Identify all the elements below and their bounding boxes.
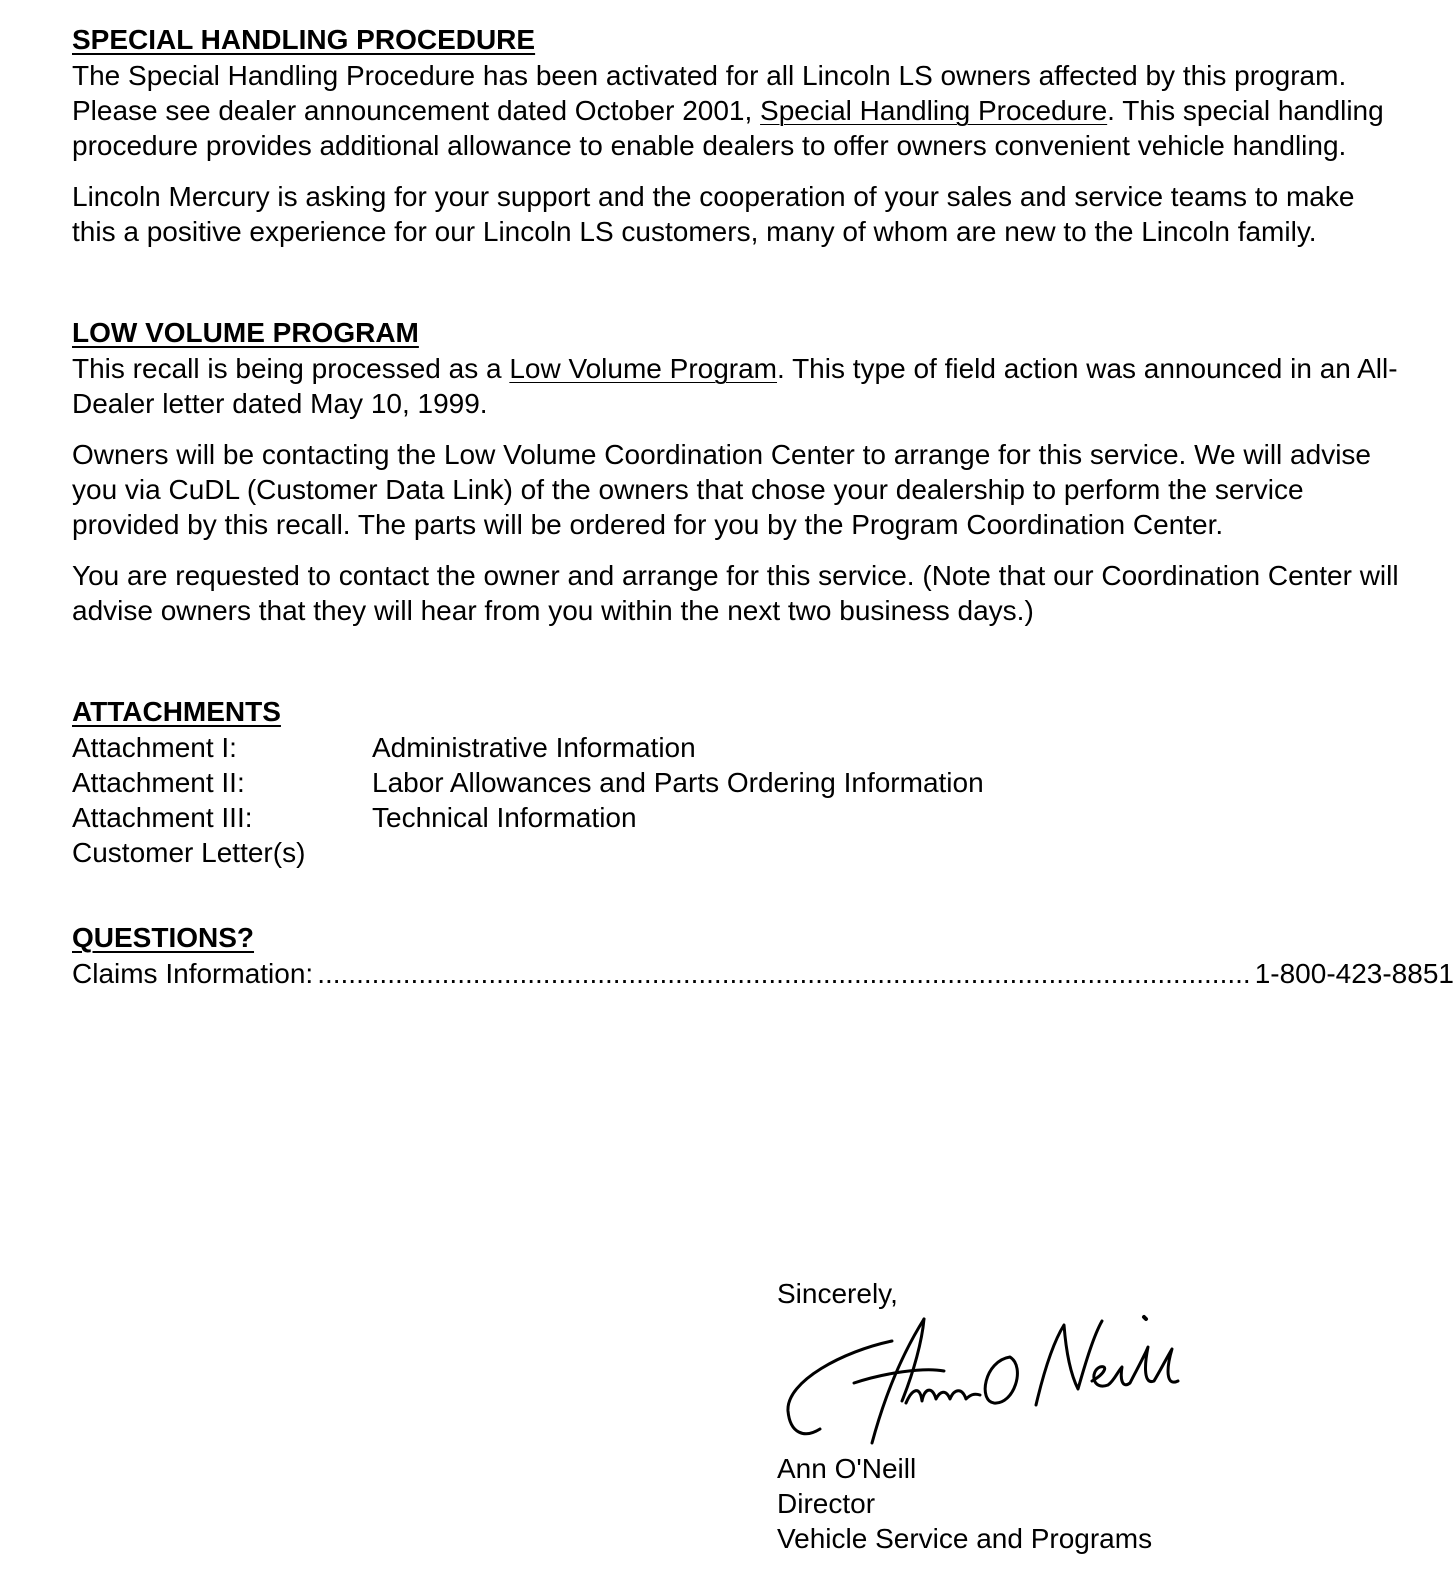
claims-information-label: Claims Information: [72,958,314,989]
attachment-value: Technical Information [372,802,637,833]
attachment-value: Administrative Information [372,732,696,763]
low-volume-paragraph-1 [72,351,1402,421]
questions-heading: QUESTIONS? [72,922,255,953]
closing-salutation: Sincerely, [777,1278,898,1309]
handwritten-signature [774,1311,1194,1451]
special-handling-procedure-reference: Special Handling Procedure [760,95,1108,126]
attachment-row [72,800,1402,835]
special-handling-paragraph-1 [72,58,1402,163]
attachments-section [72,694,1402,870]
low-volume-paragraph-3: You are requested to contact the owner and arrange for this service. (Note that our Coordination Center will advise owners that they will hear from you within the next two business days.) [72,560,1399,626]
signature-block [777,1276,1297,1556]
low-volume-section [72,315,1402,628]
low-volume-program-reference: Low Volume Program [509,353,778,384]
special-handling-heading: SPECIAL HANDLING PROCEDURE [72,24,536,55]
special-handling-text-1a: The Special Handling Procedure has been activated for all Lincoln LS owners affected by this program. Please see dealer announcement dated October 2001, [72,60,1347,126]
attachment-label: Attachment II: [72,767,245,798]
customer-letters-item: Customer Letter(s) [72,837,306,868]
claims-phone-number: 1-800-423-8851 [1254,958,1454,989]
claims-information-row [72,956,1454,991]
attachments-heading: ATTACHMENTS [72,696,281,727]
attachment-row [72,730,1402,765]
document-page [72,22,1454,991]
low-volume-text-1a: This recall is being processed as a [72,353,510,384]
attachment-label: Attachment III: [72,802,253,833]
special-handling-section [72,22,1402,249]
signer-department: Vehicle Service and Programs [777,1523,1153,1554]
special-handling-text-1b: . This special handling procedure provides additional allowance to enable dealers to offer owners convenient vehicle handling. [72,95,1384,161]
low-volume-paragraph-2: Owners will be contacting the Low Volume Coordination Center to arrange for this service. We will advise you via CuDL (Customer Data Link) of the owners that chose your dealership to perform the service provided by this recall. The parts will be ordered for you by the Program Coordination Center. [72,439,1371,540]
low-volume-heading: LOW VOLUME PROGRAM [72,317,419,348]
attachment-row [72,765,1402,800]
special-handling-paragraph-2: Lincoln Mercury is asking for your support and the cooperation of your sales and service teams to make this a positive experience for our Lincoln LS customers, many of whom are new to the Lincoln family. [72,181,1355,247]
attachment-label: Attachment I: [72,732,237,763]
low-volume-text-1b: . This type of field action was announced in an All-Dealer letter dated May 10, 1999. [72,353,1398,419]
signer-title: Director [777,1488,876,1519]
questions-section [72,920,1454,991]
attachment-value: Labor Allowances and Parts Ordering Information [372,767,984,798]
signer-name: Ann O'Neill [777,1453,917,1484]
dot-leader: ........................................................................................................................ [317,958,1251,989]
